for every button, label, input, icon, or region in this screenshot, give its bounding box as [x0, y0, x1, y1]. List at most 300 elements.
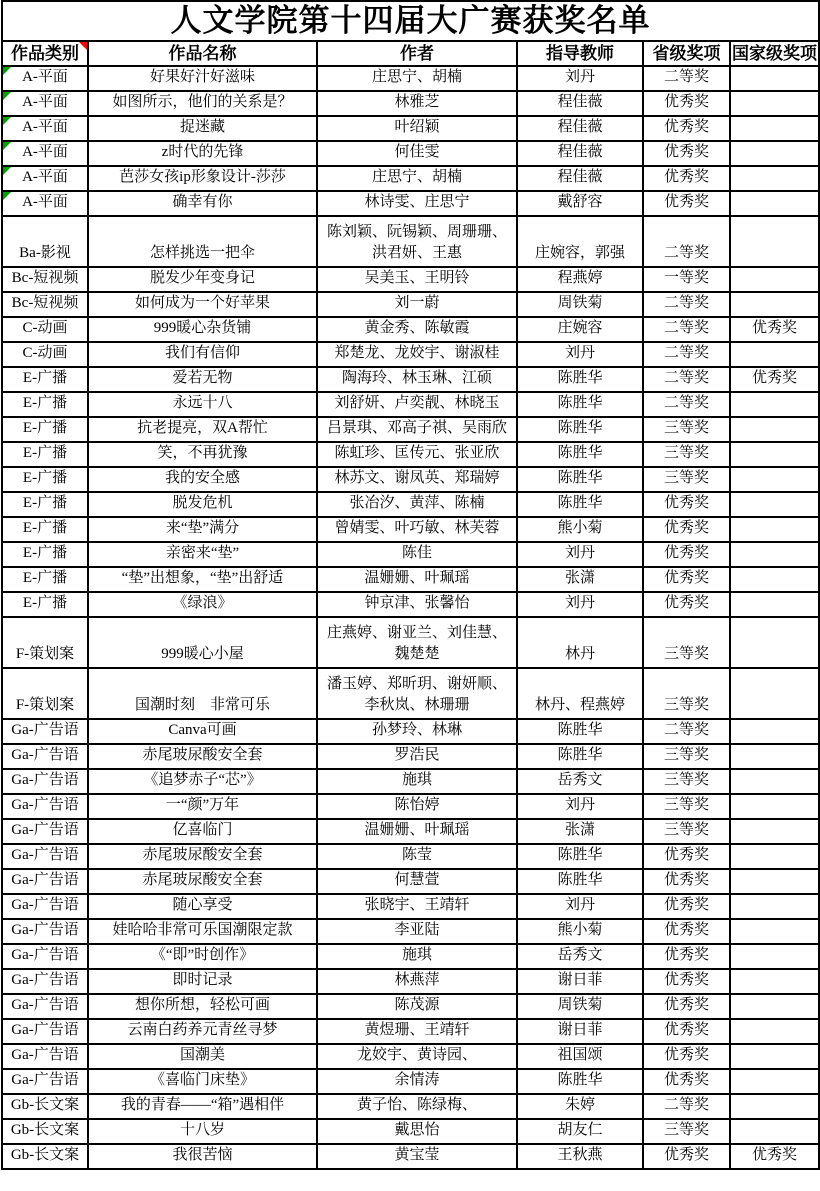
category-cell[interactable]	[2, 944, 88, 969]
teacher-cell[interactable]	[517, 467, 643, 492]
provincial-award-cell[interactable]	[643, 769, 730, 794]
work-name-cell[interactable]	[88, 267, 317, 292]
cell-text: 朱婷	[564, 1097, 595, 1113]
teacher-cell[interactable]	[517, 492, 643, 517]
work-name-cell[interactable]	[88, 1069, 317, 1094]
work-name-cell[interactable]	[88, 994, 317, 1019]
title-row	[2, 1, 819, 41]
teacher-cell[interactable]	[517, 969, 643, 994]
authors-cell[interactable]	[317, 1069, 517, 1094]
work-name-cell[interactable]	[88, 317, 317, 342]
work-name-cell[interactable]	[88, 567, 317, 592]
category-cell[interactable]	[2, 894, 88, 919]
provincial-award-cell[interactable]	[643, 969, 730, 994]
authors-cell[interactable]	[317, 91, 517, 116]
provincial-award-cell[interactable]	[643, 417, 730, 442]
teacher-cell[interactable]	[517, 919, 643, 944]
cell-text: 刘丹	[564, 345, 595, 361]
authors-cell[interactable]	[317, 342, 517, 367]
category-cell[interactable]	[2, 744, 88, 769]
authors-cell[interactable]	[317, 1019, 517, 1044]
category-cell[interactable]	[2, 844, 88, 869]
table-row	[2, 1069, 819, 1094]
authors-cell[interactable]	[317, 542, 517, 567]
category-cell[interactable]	[2, 191, 88, 216]
work-name-cell[interactable]	[88, 166, 317, 191]
table-row	[2, 542, 819, 567]
column-header-provincial-award[interactable]	[643, 41, 730, 66]
authors-cell[interactable]	[317, 442, 517, 467]
work-name-cell[interactable]	[88, 467, 317, 492]
provincial-award-cell[interactable]	[643, 116, 730, 141]
authors-cell[interactable]	[317, 794, 517, 819]
cell-text: 刘舒妍、卢奕靓、林晓玉	[334, 395, 500, 411]
work-name-cell[interactable]	[88, 141, 317, 166]
work-name-cell[interactable]	[88, 1044, 317, 1069]
provincial-award-cell[interactable]	[643, 744, 730, 769]
authors-cell[interactable]	[317, 719, 517, 744]
cell-text: 优秀奖	[752, 320, 798, 336]
authors-cell[interactable]	[317, 994, 517, 1019]
authors-cell[interactable]	[317, 944, 517, 969]
cell-text: E-广播	[22, 595, 68, 611]
table-row	[2, 1044, 819, 1069]
cell-text: 娃哈哈非常可乐国潮限定款	[112, 922, 293, 938]
work-name-cell[interactable]	[88, 216, 317, 267]
teacher-cell[interactable]	[517, 794, 643, 819]
work-name-cell[interactable]	[88, 417, 317, 442]
category-cell[interactable]	[2, 1019, 88, 1044]
category-cell[interactable]	[2, 267, 88, 292]
national-award-cell[interactable]	[730, 1069, 819, 1094]
teacher-cell[interactable]	[517, 517, 643, 542]
provincial-award-cell[interactable]	[643, 442, 730, 467]
teacher-cell[interactable]	[517, 342, 643, 367]
cell-text: 陈胜华	[557, 445, 603, 461]
national-award-cell[interactable]	[730, 517, 819, 542]
category-cell[interactable]	[2, 141, 88, 166]
work-name-cell[interactable]	[88, 1094, 317, 1119]
provincial-award-cell[interactable]	[643, 592, 730, 617]
teacher-cell[interactable]	[517, 267, 643, 292]
authors-cell[interactable]	[317, 592, 517, 617]
work-name-cell[interactable]	[88, 919, 317, 944]
table-row	[2, 1119, 819, 1144]
teacher-cell[interactable]	[517, 567, 643, 592]
cell-text: Ga-广告语	[11, 922, 79, 938]
category-cell[interactable]	[2, 668, 88, 719]
national-award-cell[interactable]	[730, 744, 819, 769]
cell-text: 优秀奖	[663, 1047, 709, 1063]
work-name-cell[interactable]	[88, 292, 317, 317]
authors-cell[interactable]	[317, 317, 517, 342]
provincial-award-cell[interactable]	[643, 1119, 730, 1144]
cell-text: 张冶汐、黄萍、陈楠	[349, 495, 485, 511]
national-award-cell[interactable]	[730, 367, 819, 392]
teacher-cell[interactable]	[517, 317, 643, 342]
work-name-cell[interactable]	[88, 66, 317, 91]
national-award-cell[interactable]	[730, 969, 819, 994]
teacher-cell[interactable]	[517, 91, 643, 116]
provincial-award-cell[interactable]	[643, 919, 730, 944]
category-cell[interactable]	[2, 392, 88, 417]
provincial-award-cell[interactable]	[643, 1044, 730, 1069]
authors-cell[interactable]	[317, 819, 517, 844]
teacher-cell[interactable]	[517, 116, 643, 141]
teacher-cell[interactable]	[517, 191, 643, 216]
teacher-cell[interactable]	[517, 141, 643, 166]
cell-text: 二等奖	[663, 295, 709, 311]
national-award-cell[interactable]	[730, 492, 819, 517]
teacher-cell[interactable]	[517, 944, 643, 969]
national-award-cell[interactable]	[730, 869, 819, 894]
column-header-row	[2, 41, 819, 66]
cell-text: 《喜临门床垫》	[149, 1072, 255, 1088]
national-award-cell[interactable]	[730, 66, 819, 91]
national-award-cell[interactable]	[730, 994, 819, 1019]
authors-cell[interactable]	[317, 869, 517, 894]
category-cell[interactable]	[2, 869, 88, 894]
national-award-cell[interactable]	[730, 617, 819, 668]
category-cell[interactable]	[2, 1044, 88, 1069]
work-name-cell[interactable]	[88, 668, 317, 719]
national-award-cell[interactable]	[730, 292, 819, 317]
work-name-cell[interactable]	[88, 769, 317, 794]
cell-text: 优秀奖	[663, 872, 709, 888]
category-cell[interactable]	[2, 1094, 88, 1119]
teacher-cell[interactable]	[517, 292, 643, 317]
provincial-award-cell[interactable]	[643, 668, 730, 719]
teacher-cell[interactable]	[517, 769, 643, 794]
national-award-cell[interactable]	[730, 794, 819, 819]
work-name-cell[interactable]	[88, 542, 317, 567]
work-name-cell[interactable]	[88, 492, 317, 517]
authors-cell[interactable]	[317, 66, 517, 91]
category-cell[interactable]	[2, 617, 88, 668]
provincial-award-cell[interactable]	[643, 292, 730, 317]
work-name-cell[interactable]	[88, 342, 317, 367]
provincial-award-cell[interactable]	[643, 467, 730, 492]
column-header-authors[interactable]	[317, 41, 517, 66]
cell-text: 庄思宁、胡楠	[371, 169, 462, 185]
category-cell[interactable]	[2, 517, 88, 542]
work-name-cell[interactable]	[88, 844, 317, 869]
teacher-cell[interactable]	[517, 1119, 643, 1144]
teacher-cell[interactable]	[517, 894, 643, 919]
category-cell[interactable]	[2, 542, 88, 567]
national-award-cell[interactable]	[730, 1019, 819, 1044]
provincial-award-cell[interactable]	[643, 542, 730, 567]
authors-cell[interactable]	[317, 367, 517, 392]
table-row	[2, 1144, 819, 1169]
cell-text: 优秀奖	[663, 947, 709, 963]
national-award-cell[interactable]	[730, 844, 819, 869]
work-name-cell[interactable]	[88, 1144, 317, 1169]
provincial-award-cell[interactable]	[643, 1019, 730, 1044]
cell-text: 赤尾玻尿酸安全套	[142, 747, 263, 763]
work-name-cell[interactable]	[88, 719, 317, 744]
category-cell[interactable]	[2, 492, 88, 517]
national-award-cell[interactable]	[730, 116, 819, 141]
authors-cell[interactable]	[317, 769, 517, 794]
category-cell[interactable]	[2, 91, 88, 116]
cell-text: 一等奖	[663, 270, 709, 286]
category-cell[interactable]	[2, 342, 88, 367]
category-cell[interactable]	[2, 1069, 88, 1094]
authors-cell[interactable]	[317, 216, 517, 267]
provincial-award-cell[interactable]	[643, 392, 730, 417]
provincial-award-cell[interactable]	[643, 141, 730, 166]
category-cell[interactable]	[2, 66, 88, 91]
cell-text: 戴舒容	[557, 194, 603, 210]
national-award-cell[interactable]	[730, 567, 819, 592]
cell-text: 笑，不再犹豫	[157, 445, 248, 461]
cell-text: F-策划案	[15, 697, 75, 713]
provincial-award-cell[interactable]	[643, 894, 730, 919]
cell-text: 如何成为一个好苹果	[134, 295, 270, 311]
teacher-cell[interactable]	[517, 1044, 643, 1069]
national-award-cell[interactable]	[730, 592, 819, 617]
cell-text: 脱发危机	[172, 495, 233, 511]
work-name-cell[interactable]	[88, 744, 317, 769]
national-award-cell[interactable]	[730, 191, 819, 216]
provincial-award-cell[interactable]	[643, 492, 730, 517]
provincial-award-cell[interactable]	[643, 166, 730, 191]
authors-cell[interactable]	[317, 617, 517, 668]
category-cell[interactable]	[2, 1119, 88, 1144]
authors-cell[interactable]	[317, 292, 517, 317]
provincial-award-cell[interactable]	[643, 517, 730, 542]
work-name-cell[interactable]	[88, 869, 317, 894]
authors-cell[interactable]	[317, 919, 517, 944]
national-award-cell[interactable]	[730, 894, 819, 919]
teacher-cell[interactable]	[517, 367, 643, 392]
national-award-cell[interactable]	[730, 1094, 819, 1119]
teacher-cell[interactable]	[517, 1069, 643, 1094]
work-name-cell[interactable]	[88, 442, 317, 467]
cell-text: 施琪	[401, 947, 432, 963]
authors-cell[interactable]	[317, 417, 517, 442]
teacher-cell[interactable]	[517, 392, 643, 417]
national-award-cell[interactable]	[730, 417, 819, 442]
teacher-cell[interactable]	[517, 1094, 643, 1119]
teacher-cell[interactable]	[517, 869, 643, 894]
work-name-cell[interactable]	[88, 617, 317, 668]
teacher-cell[interactable]	[517, 719, 643, 744]
work-name-cell[interactable]	[88, 969, 317, 994]
teacher-cell[interactable]	[517, 417, 643, 442]
cell-text: 三等奖	[663, 1122, 709, 1138]
column-header-teacher[interactable]	[517, 41, 643, 66]
national-award-cell[interactable]	[730, 719, 819, 744]
work-name-cell[interactable]	[88, 191, 317, 216]
provincial-award-cell[interactable]	[643, 216, 730, 267]
national-award-cell[interactable]	[730, 467, 819, 492]
cell-text: A-平面	[22, 169, 68, 185]
provincial-award-cell[interactable]	[643, 794, 730, 819]
cell-text: E-广播	[22, 420, 68, 436]
national-award-cell[interactable]	[730, 1144, 819, 1169]
work-name-cell[interactable]	[88, 517, 317, 542]
category-cell[interactable]	[2, 969, 88, 994]
category-cell[interactable]	[2, 794, 88, 819]
cell-text: 陈刘颖、阮锡颖、周珊珊、洪君妍、王惠	[326, 224, 507, 261]
teacher-cell[interactable]	[517, 66, 643, 91]
provincial-award-cell[interactable]	[643, 1144, 730, 1169]
authors-cell[interactable]	[317, 668, 517, 719]
teacher-cell[interactable]	[517, 617, 643, 668]
category-cell[interactable]	[2, 919, 88, 944]
provincial-award-cell[interactable]	[643, 617, 730, 668]
category-cell[interactable]	[2, 367, 88, 392]
teacher-cell[interactable]	[517, 216, 643, 267]
category-cell[interactable]	[2, 442, 88, 467]
category-cell[interactable]	[2, 1144, 88, 1169]
provincial-award-cell[interactable]	[643, 191, 730, 216]
cell-text: 想你所想，轻松可画	[134, 997, 270, 1013]
category-cell[interactable]	[2, 567, 88, 592]
provincial-award-cell[interactable]	[643, 1069, 730, 1094]
authors-cell[interactable]	[317, 116, 517, 141]
category-cell[interactable]	[2, 317, 88, 342]
teacher-cell[interactable]	[517, 442, 643, 467]
category-cell[interactable]	[2, 216, 88, 267]
teacher-cell[interactable]	[517, 166, 643, 191]
provincial-award-cell[interactable]	[643, 1094, 730, 1119]
column-header-national-award[interactable]	[730, 41, 819, 66]
category-cell[interactable]	[2, 417, 88, 442]
authors-cell[interactable]	[317, 1119, 517, 1144]
authors-cell[interactable]	[317, 844, 517, 869]
provincial-award-cell[interactable]	[643, 66, 730, 91]
national-award-cell[interactable]	[730, 216, 819, 267]
national-award-cell[interactable]	[730, 392, 819, 417]
national-award-cell[interactable]	[730, 442, 819, 467]
teacher-cell[interactable]	[517, 542, 643, 567]
provincial-award-cell[interactable]	[643, 567, 730, 592]
national-award-cell[interactable]	[730, 944, 819, 969]
category-cell[interactable]	[2, 116, 88, 141]
teacher-cell[interactable]	[517, 844, 643, 869]
cell-text: Ga-广告语	[11, 872, 79, 888]
authors-cell[interactable]	[317, 191, 517, 216]
work-name-cell[interactable]	[88, 367, 317, 392]
national-award-cell[interactable]	[730, 267, 819, 292]
provincial-award-cell[interactable]	[643, 367, 730, 392]
teacher-cell[interactable]	[517, 994, 643, 1019]
provincial-award-cell[interactable]	[643, 317, 730, 342]
provincial-award-cell[interactable]	[643, 869, 730, 894]
national-award-cell[interactable]	[730, 1119, 819, 1144]
column-header-label: 指导教师	[546, 44, 614, 63]
category-cell[interactable]	[2, 592, 88, 617]
national-award-cell[interactable]	[730, 141, 819, 166]
authors-cell[interactable]	[317, 392, 517, 417]
national-award-cell[interactable]	[730, 769, 819, 794]
column-header-category[interactable]	[2, 41, 88, 66]
category-cell[interactable]	[2, 467, 88, 492]
authors-cell[interactable]	[317, 517, 517, 542]
provincial-award-cell[interactable]	[643, 91, 730, 116]
work-name-cell[interactable]	[88, 819, 317, 844]
category-cell[interactable]	[2, 292, 88, 317]
error-marker-icon	[3, 117, 11, 125]
authors-cell[interactable]	[317, 1094, 517, 1119]
work-name-cell[interactable]	[88, 1019, 317, 1044]
authors-cell[interactable]	[317, 969, 517, 994]
teacher-cell[interactable]	[517, 819, 643, 844]
cell-text: 三等奖	[663, 445, 709, 461]
cell-text: 优秀奖	[663, 520, 709, 536]
cell-text: 陈胜华	[557, 847, 603, 863]
authors-cell[interactable]	[317, 267, 517, 292]
column-header-work-name[interactable]	[88, 41, 317, 66]
work-name-cell[interactable]	[88, 894, 317, 919]
cell-text: 优秀奖	[663, 94, 709, 110]
work-name-cell[interactable]	[88, 116, 317, 141]
national-award-cell[interactable]	[730, 668, 819, 719]
teacher-cell[interactable]	[517, 1019, 643, 1044]
authors-cell[interactable]	[317, 141, 517, 166]
category-cell[interactable]	[2, 819, 88, 844]
work-name-cell[interactable]	[88, 794, 317, 819]
table-row	[2, 392, 819, 417]
teacher-cell[interactable]	[517, 668, 643, 719]
national-award-cell[interactable]	[730, 819, 819, 844]
national-award-cell[interactable]	[730, 317, 819, 342]
cell-text: 怎样挑选一把伞	[149, 245, 255, 261]
national-award-cell[interactable]	[730, 166, 819, 191]
provincial-award-cell[interactable]	[643, 342, 730, 367]
provincial-award-cell[interactable]	[643, 267, 730, 292]
authors-cell[interactable]	[317, 744, 517, 769]
work-name-cell[interactable]	[88, 91, 317, 116]
work-name-cell[interactable]	[88, 592, 317, 617]
work-name-cell[interactable]	[88, 1119, 317, 1144]
work-name-cell[interactable]	[88, 392, 317, 417]
cell-text: 刘丹	[564, 897, 595, 913]
provincial-award-cell[interactable]	[643, 719, 730, 744]
national-award-cell[interactable]	[730, 342, 819, 367]
authors-cell[interactable]	[317, 567, 517, 592]
teacher-cell[interactable]	[517, 744, 643, 769]
work-name-cell[interactable]	[88, 944, 317, 969]
table-row	[2, 744, 819, 769]
provincial-award-cell[interactable]	[643, 994, 730, 1019]
category-cell[interactable]	[2, 769, 88, 794]
teacher-cell[interactable]	[517, 1144, 643, 1169]
national-award-cell[interactable]	[730, 542, 819, 567]
category-cell[interactable]	[2, 994, 88, 1019]
cell-text: 庄思宁、胡楠	[371, 69, 462, 85]
authors-cell[interactable]	[317, 492, 517, 517]
national-award-cell[interactable]	[730, 91, 819, 116]
authors-cell[interactable]	[317, 1044, 517, 1069]
teacher-cell[interactable]	[517, 592, 643, 617]
provincial-award-cell[interactable]	[643, 819, 730, 844]
authors-cell[interactable]	[317, 467, 517, 492]
authors-cell[interactable]	[317, 1144, 517, 1169]
authors-cell[interactable]	[317, 166, 517, 191]
national-award-cell[interactable]	[730, 919, 819, 944]
category-cell[interactable]	[2, 166, 88, 191]
cell-text: 优秀奖	[663, 847, 709, 863]
provincial-award-cell[interactable]	[643, 844, 730, 869]
provincial-award-cell[interactable]	[643, 944, 730, 969]
authors-cell[interactable]	[317, 894, 517, 919]
national-award-cell[interactable]	[730, 1044, 819, 1069]
category-cell[interactable]	[2, 719, 88, 744]
